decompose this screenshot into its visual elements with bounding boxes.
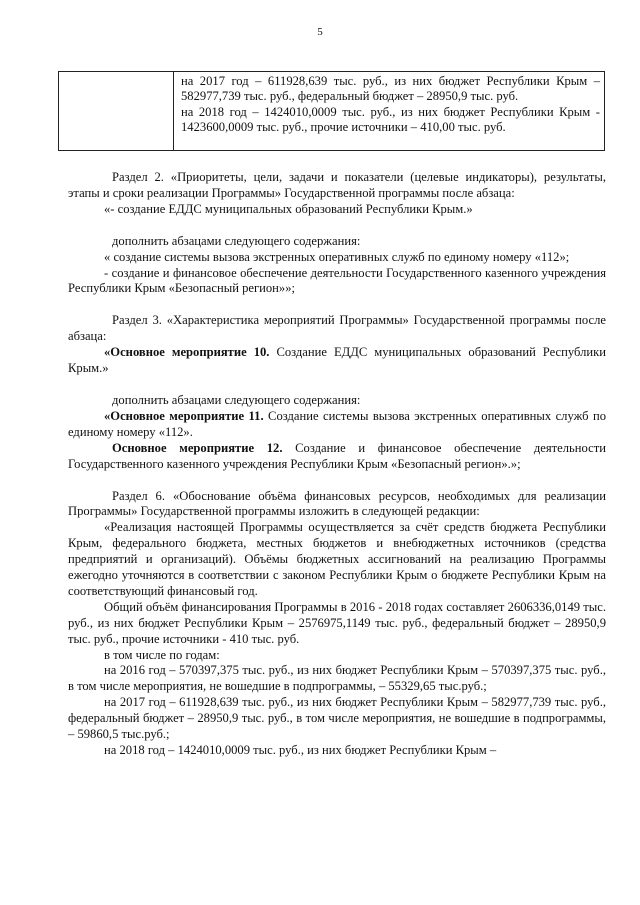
section6-year-2016: на 2016 год – 570397,375 тыс. руб., из них бюджет Республики Крым – 570397,375 тыс. руб., в том числе мероприятия, не вошедшие в подпрограммы, – 55329,65 тыс.руб.; bbox=[68, 663, 606, 694]
table-funding-cell bbox=[174, 72, 604, 150]
section2-add: дополнить абзацами следующего содержания: bbox=[112, 233, 361, 248]
table-line-2018: на 2018 год – 1424010,0009 тыс. руб., из них бюджет Республики Крым - 1423600,0009 тыс. руб., прочие источники – 410,00 тыс. руб. bbox=[181, 104, 600, 135]
section2-intro: Раздел 2. «Приоритеты, цели, задачи и показатели (целевые индикаторы), результаты, этапы и сроки реализации Программы» Государственной программы после абзаца: bbox=[68, 170, 606, 200]
document-body bbox=[68, 170, 606, 759]
measure11-label: «Основное мероприятие 11. bbox=[104, 408, 264, 423]
section2-item2: - создание и финансовое обеспечение деятельности Государственного казенного учреждения Республики Крым «Безопасный регион»»; bbox=[68, 265, 606, 296]
section3-measure11 bbox=[68, 409, 606, 441]
section3-measure10 bbox=[68, 345, 606, 377]
section6-year-2017: на 2017 год – 611928,639 тыс. руб., из них бюджет Республики Крым – 582977,739 тыс. руб., федеральный бюджет – 28950,9 тыс. руб., в том числе мероприятия, не вошедшие в подпрограммы, – 59860,5 тыс.руб.; bbox=[68, 695, 606, 742]
section2-quote: «- создание ЕДДС муниципальных образований Республики Крым.» bbox=[104, 201, 473, 216]
measure12-text: Создание и финансовое обеспечение деятельности Государственного казенного учреждения Республики Крым «Безопасный регион».»; bbox=[68, 440, 606, 471]
measure11-text: Создание системы вызова экстренных оперативных служб по единому номеру «112». bbox=[68, 408, 606, 439]
funding-table bbox=[58, 71, 605, 151]
page-number: 5 bbox=[317, 26, 323, 38]
section6-paragraph1: «Реализация настоящей Программы осуществляется за счёт средств бюджета Республики Крым, федерального бюджета, местных бюджетов и внебюджетных источников (средства предприятий и организаций). Объёмы бюджетных ассигнований на реализацию Программы ежегодно уточняются в соответствии с законом Республики Крым о бюджете Республики Крым на соответствующий финансовый год. bbox=[68, 520, 606, 598]
section6-intro: Раздел 6. «Обоснование объёма финансовых ресурсов, необходимых для реализации Программы» Государственной программы изложить в следующей редакции: bbox=[68, 488, 606, 519]
table-empty-cell bbox=[59, 72, 174, 150]
section3-measure12 bbox=[68, 441, 606, 473]
section6-year-2018: на 2018 год – 1424010,0009 тыс. руб., из них бюджет Республики Крым – bbox=[104, 743, 497, 757]
section6-paragraph2: Общий объём финансирования Программы в 2016 - 2018 годах составляет 2606336,0149 тыс. руб., из них бюджет Республики Крым – 2576975,1149 тыс. руб., федеральный бюджет – 28950,9 тыс. руб., прочие источники - 410 тыс. руб. bbox=[68, 599, 606, 646]
measure10-label: «Основное мероприятие 10. bbox=[104, 345, 270, 360]
section6-paragraph3: в том числе по годам: bbox=[104, 647, 220, 662]
measure10-text: Создание ЕДДС муниципальных образований Республики Крым.» bbox=[68, 345, 606, 376]
table-line-2017: на 2017 год – 611928,639 тыс. руб., из них бюджет Республики Крым – 582977,739 тыс. руб., федеральный бюджет – 28950,9 тыс. руб. bbox=[181, 74, 600, 104]
section3-add: дополнить абзацами следующего содержания: bbox=[112, 392, 361, 407]
section2-item1: « создание системы вызова экстренных оперативных служб по единому номеру «112»; bbox=[104, 249, 570, 264]
section3-intro: Раздел 3. «Характеристика мероприятий Программы» Государственной программы после абзаца: bbox=[68, 313, 606, 344]
measure12-label: Основное мероприятие 12. bbox=[112, 440, 283, 455]
